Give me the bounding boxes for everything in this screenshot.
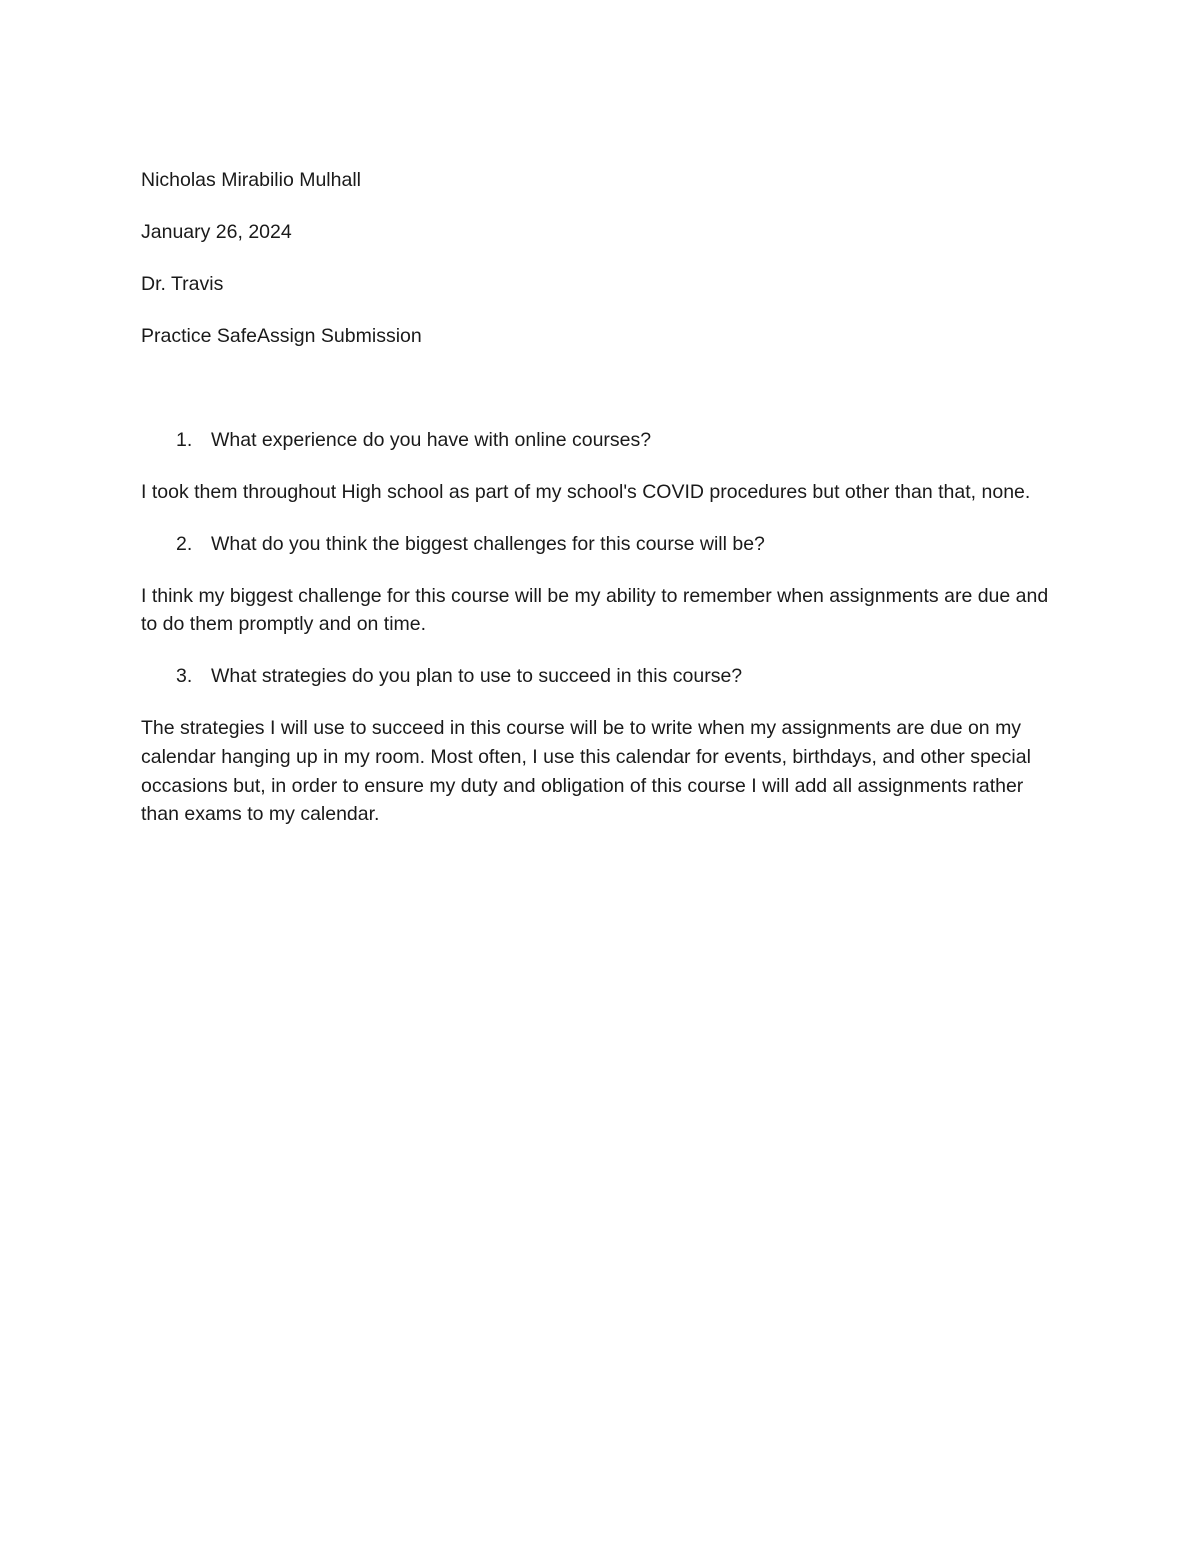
question-text: What experience do you have with online courses? <box>211 428 652 451</box>
question-number: 3. <box>176 665 193 688</box>
document-date: January 26, 2024 <box>141 220 292 243</box>
author-name: Nicholas Mirabilio Mulhall <box>141 169 361 191</box>
question-number: 1. <box>176 428 193 451</box>
blank-line <box>141 374 1056 426</box>
answer-paragraph: The strategies I will use to succeed in this course will be to write when my assignments are due on my calendar hanging up in my room. Most often, I use this calendar for events, birthdays, and other special occasions but, in order to ensure my duty and obligation of this course I will add all assignments rather than exams to my calendar. <box>141 717 1031 826</box>
answer-paragraph: I took them throughout High school as part of my school's COVID procedures but other than that, none. <box>141 480 1031 503</box>
question-text: What do you think the biggest challenges for this course will be? <box>211 532 765 555</box>
question-item <box>141 426 1056 455</box>
question-number: 2. <box>176 532 193 555</box>
instructor-name: Dr. Travis <box>141 272 224 295</box>
question-item <box>141 530 1056 559</box>
question-text: What strategies do you plan to use to succeed in this course? <box>211 665 743 688</box>
question-item <box>141 662 1056 691</box>
document-body <box>141 166 1056 852</box>
answer-paragraph: I think my biggest challenge for this course will be my ability to remember when assignments are due and to do them promptly and on time. <box>141 584 1049 636</box>
assignment-title: Practice SafeAssign Submission <box>141 324 422 347</box>
